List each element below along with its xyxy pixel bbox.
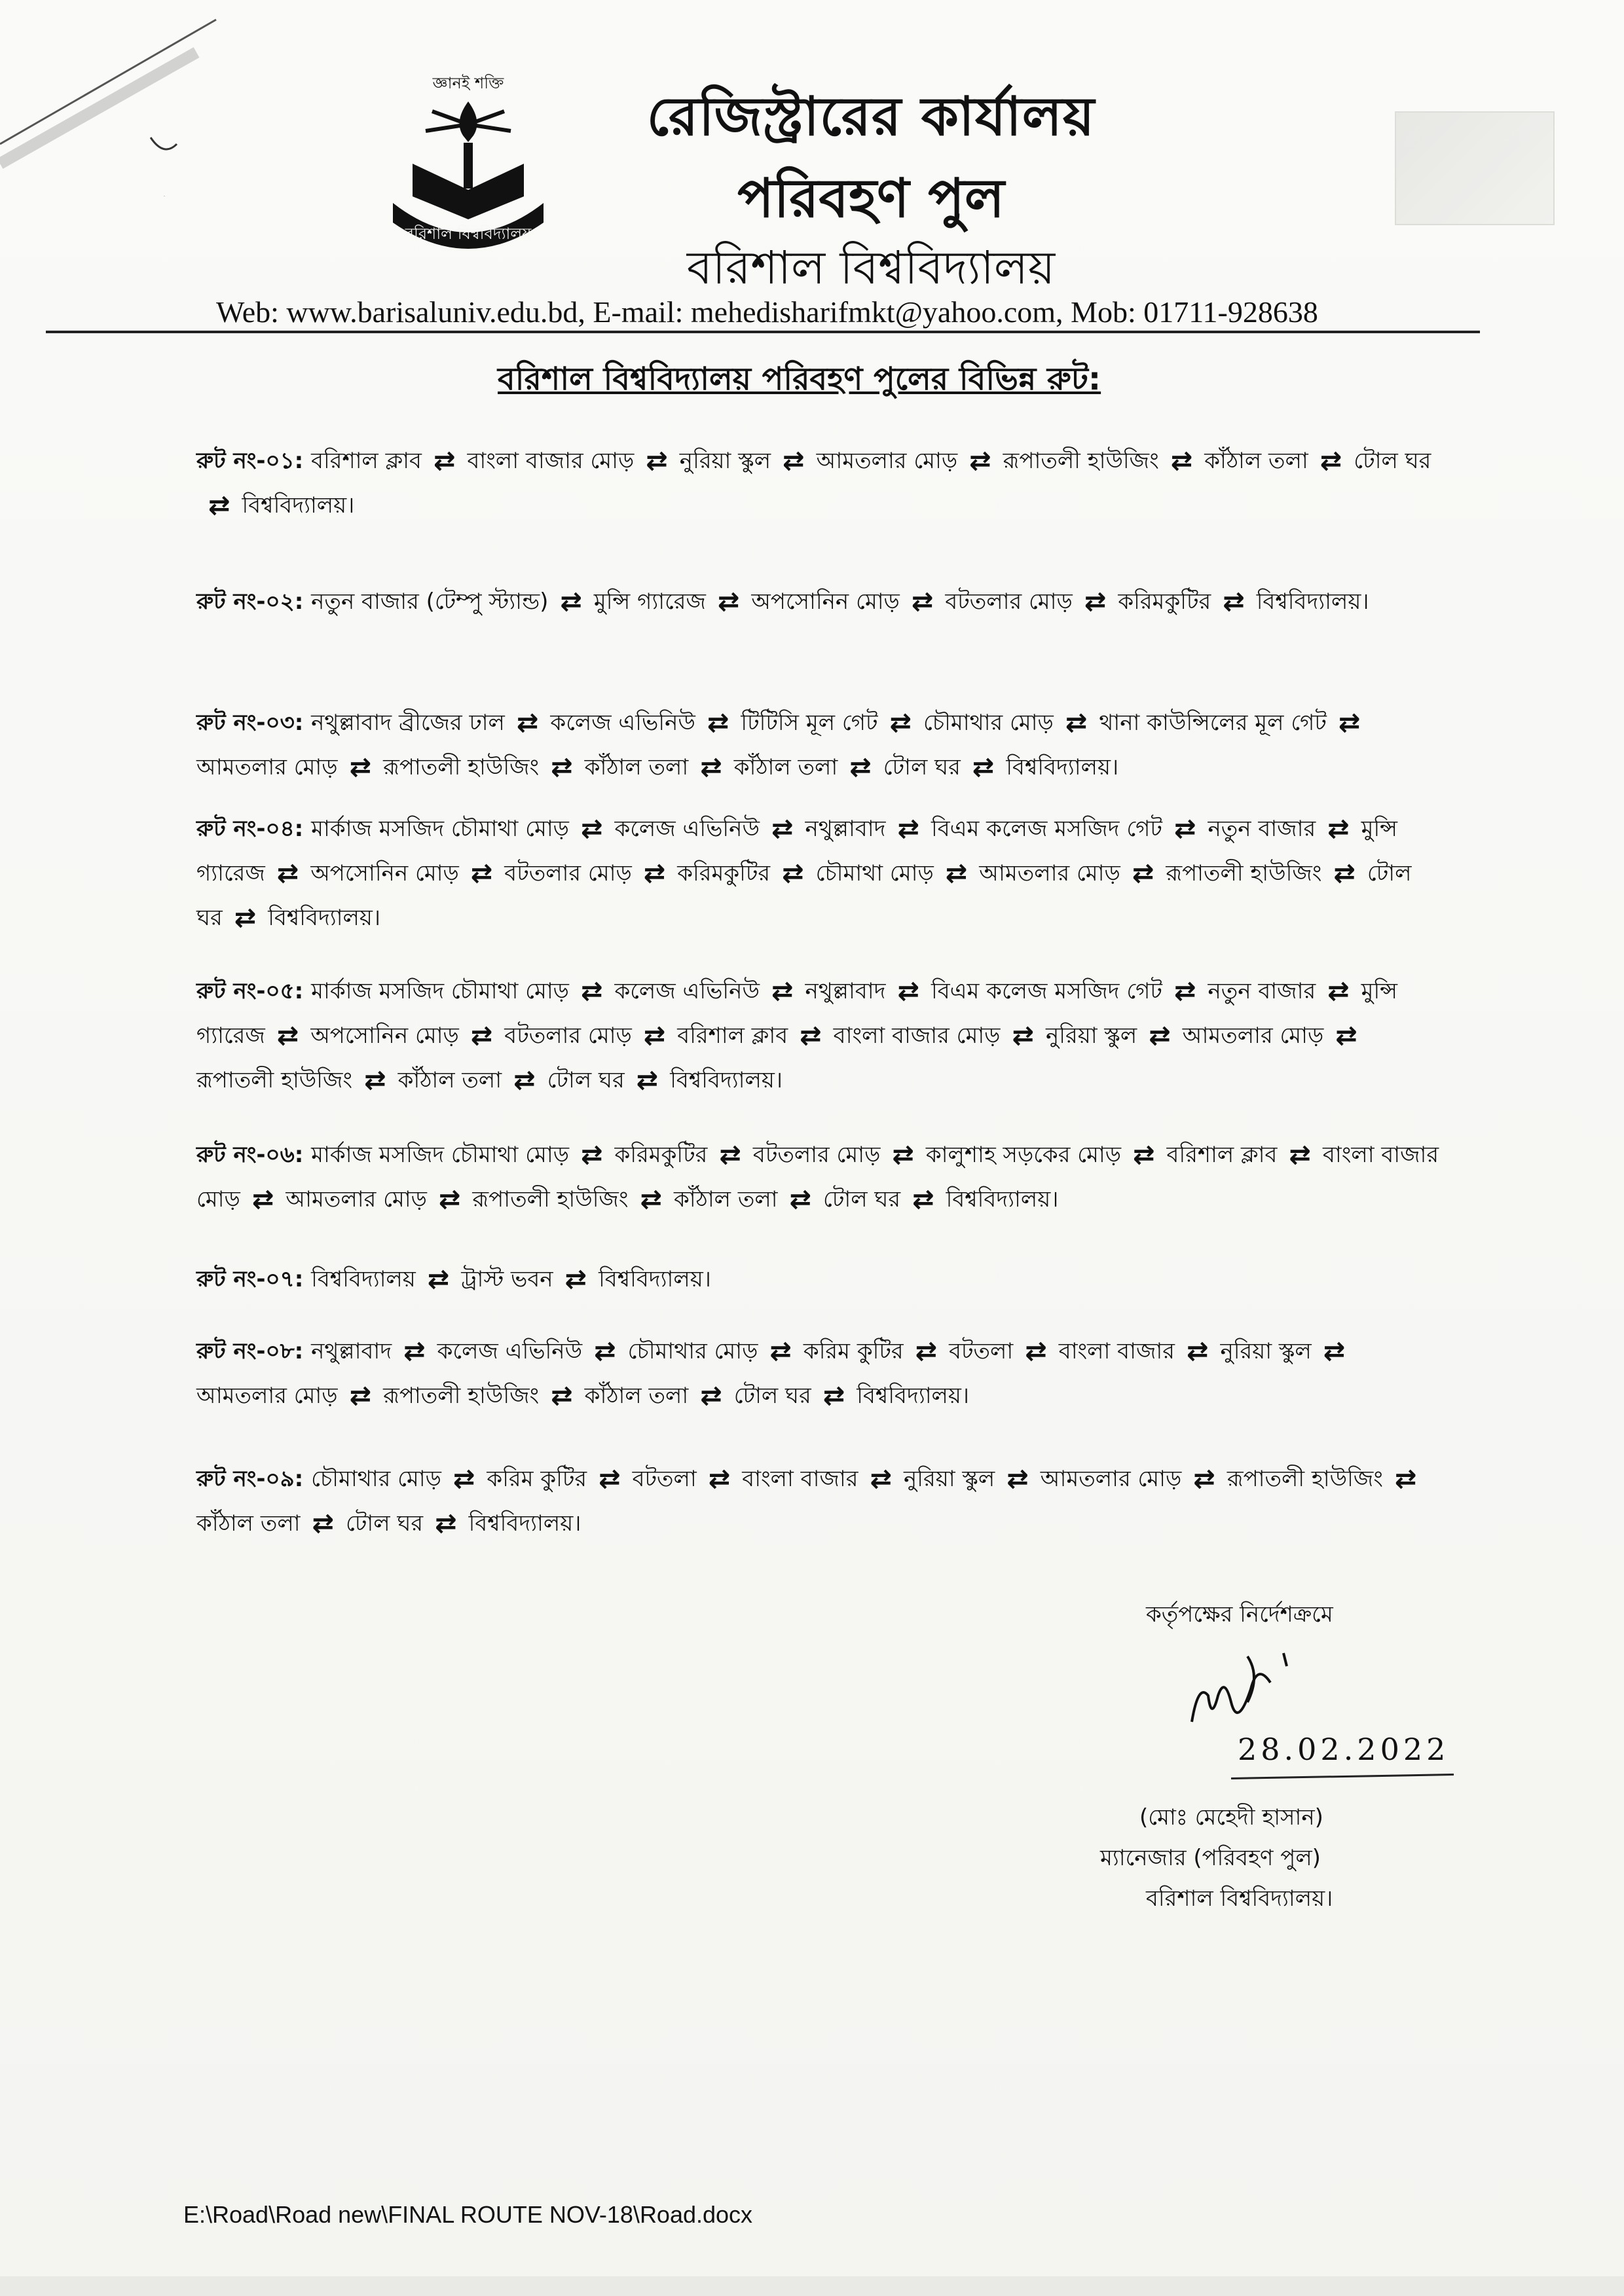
route-stop: করিম কুটির <box>487 1466 587 1492</box>
route-stop: মুন্সি গ্যারেজ <box>196 978 1398 1049</box>
bidirectional-arrow-icon: ⇄ <box>915 1336 938 1366</box>
route-stop: টিটিসি মূল গেট <box>741 710 878 736</box>
bidirectional-arrow-icon: ⇄ <box>717 587 740 617</box>
route-stop: বিশ্ববিদ্যালয়। <box>946 1186 1059 1212</box>
bidirectional-arrow-icon: ⇄ <box>349 1381 372 1411</box>
route-stop: বটতলা <box>949 1338 1014 1364</box>
bidirectional-arrow-icon: ⇄ <box>643 858 666 888</box>
bidirectional-arrow-icon: ⇄ <box>1327 814 1350 844</box>
route-label: রুট নং-০৩: <box>196 710 312 736</box>
bidirectional-arrow-icon: ⇄ <box>782 858 804 888</box>
route-stop: রূপাতলী হাউজিং <box>472 1186 629 1212</box>
route-stop: অপসোনিন মোড় <box>310 860 459 886</box>
bidirectional-arrow-icon: ⇄ <box>719 1140 741 1170</box>
bidirectional-arrow-icon: ⇄ <box>551 752 573 782</box>
route-stop: নুরিয়া স্কুল <box>679 448 771 474</box>
office-title: রেজিস্ট্রারের কার্যালয় <box>646 86 1096 148</box>
route-stop: ট্রাস্ট ভবন <box>461 1266 553 1292</box>
bidirectional-arrow-icon: ⇄ <box>403 1336 426 1366</box>
route-stop: কাঁঠাল তলা <box>1204 448 1308 474</box>
route-stop: মার্কাজ মসজিদ চৌমাথা মোড় <box>311 816 569 842</box>
route-stop: অপসোনিন মোড় <box>751 589 900 615</box>
bidirectional-arrow-icon: ⇄ <box>969 446 991 476</box>
bidirectional-arrow-icon: ⇄ <box>1173 976 1196 1006</box>
bidirectional-arrow-icon: ⇄ <box>822 1381 845 1411</box>
route-stop: বিশ্ববিদ্যালয়। <box>599 1266 711 1292</box>
route-stop: বিশ্ববিদ্যালয়। <box>468 1510 581 1537</box>
route-label: রুট নং-০৪: <box>196 816 312 842</box>
route-stop: বাংলা বাজার মোড় <box>833 1023 1001 1049</box>
route-stop: নতুন বাজার <box>1208 978 1316 1004</box>
bidirectional-arrow-icon: ⇄ <box>972 752 995 782</box>
signatory-designation: ম্যানেজার (পরিবহণ পুল) <box>1100 1845 1321 1871</box>
bidirectional-arrow-icon: ⇄ <box>1133 1140 1155 1170</box>
route-stop: বিশ্ববিদ্যালয়। <box>1256 589 1369 615</box>
bidirectional-arrow-icon: ⇄ <box>1338 708 1361 738</box>
route-stop: রূপাতলী হাউজিং <box>1227 1466 1383 1492</box>
route-stop: করিমকুটির <box>614 1142 708 1168</box>
faded-stamp <box>1395 111 1555 225</box>
bidirectional-arrow-icon: ⇄ <box>1012 1021 1034 1051</box>
route-stop: আমতলার মোড় <box>1040 1466 1182 1492</box>
signature-date: 28.02.2022 <box>1238 1732 1450 1767</box>
bidirectional-arrow-icon: ⇄ <box>364 1065 386 1095</box>
bidirectional-arrow-icon: ⇄ <box>870 1464 892 1494</box>
university-name: বরিশাল বিশ্ববিদ্যালয় <box>686 241 1056 295</box>
bidirectional-arrow-icon: ⇄ <box>892 1140 914 1170</box>
bidirectional-arrow-icon: ⇄ <box>708 1464 731 1494</box>
route-item <box>196 701 1441 790</box>
route-stop: নতুন বাজার <box>1208 816 1316 842</box>
bidirectional-arrow-icon: ⇄ <box>516 708 539 738</box>
route-stop: বাংলা বাজার মোড় <box>467 448 635 474</box>
bidirectional-arrow-icon: ⇄ <box>312 1508 335 1539</box>
route-stop: বিশ্ববিদ্যালয়। <box>670 1067 783 1093</box>
route-stop: অপসোনিন মোড় <box>310 1023 459 1049</box>
route-stop: কাঁঠাল তলা <box>584 1383 689 1409</box>
bidirectional-arrow-icon: ⇄ <box>783 446 805 476</box>
route-item <box>196 439 1441 528</box>
bidirectional-arrow-icon: ⇄ <box>427 1264 450 1294</box>
route-stop: কাঁঠাল তলা <box>196 1510 301 1537</box>
route-item <box>196 1133 1441 1222</box>
bidirectional-arrow-icon: ⇄ <box>1132 858 1154 888</box>
bidirectional-arrow-icon: ⇄ <box>897 976 919 1006</box>
route-label: রুট নং-০৯: <box>196 1466 312 1492</box>
route-item <box>196 1329 1441 1418</box>
route-stop: কলেজ এভিনিউ <box>437 1338 583 1364</box>
route-stop: নথুল্লাবাদ ব্রীজের ঢাল <box>311 710 505 736</box>
route-label: রুট নং-০৭: <box>196 1266 312 1292</box>
route-stop: বিশ্ববিদ্যালয় <box>311 1266 416 1292</box>
route-stop: আমতলার মোড় <box>816 448 958 474</box>
route-stop: রূপাতলী হাউজিং <box>1166 860 1322 886</box>
route-stop: নতুন বাজার (টেম্পু স্ট্যান্ড) <box>311 589 549 615</box>
route-label: রুট নং-০৫: <box>196 978 312 1004</box>
bidirectional-arrow-icon: ⇄ <box>643 1021 666 1051</box>
bidirectional-arrow-icon: ⇄ <box>433 446 456 476</box>
bidirectional-arrow-icon: ⇄ <box>849 752 872 782</box>
route-stop: বরিশাল ক্লাব <box>1166 1142 1278 1168</box>
route-stop: করিমকুটির <box>677 860 771 886</box>
route-item <box>196 969 1441 1102</box>
route-stop: কাঁঠাল তলা <box>584 754 689 780</box>
svg-text:বরিশাল বিশ্ববিদ্যালয়: বরিশাল বিশ্ববিদ্যালয় <box>405 225 532 243</box>
route-stop: চৌমাথা মোড় <box>815 860 934 886</box>
route-stop: নুরিয়া স্কুল <box>1220 1338 1312 1364</box>
route-stop: রূপাতলী হাউজিং <box>1003 448 1159 474</box>
bidirectional-arrow-icon: ⇄ <box>452 1464 475 1494</box>
route-stop: বিএম কলেজ মসজিদ গেট <box>931 816 1162 842</box>
bidirectional-arrow-icon: ⇄ <box>1006 1464 1029 1494</box>
bidirectional-arrow-icon: ⇄ <box>1223 587 1245 617</box>
route-stop: কলেজ এভিনিউ <box>550 710 695 736</box>
bidirectional-arrow-icon: ⇄ <box>1186 1336 1209 1366</box>
route-stop: টোল ঘর <box>346 1510 424 1537</box>
bidirectional-arrow-icon: ⇄ <box>234 903 257 933</box>
route-stop: বটতলার মোড় <box>945 589 1073 615</box>
route-stop: বিশ্ববিদ্যালয়। <box>268 905 381 931</box>
bidirectional-arrow-icon: ⇄ <box>208 490 231 520</box>
route-stop: মুন্সি গ্যারেজ <box>593 589 706 615</box>
route-stop: কাঁঠাল তলা <box>674 1186 778 1212</box>
bidirectional-arrow-icon: ⇄ <box>438 1184 461 1214</box>
route-stop: মার্কাজ মসজিদ চৌমাথা মোড় <box>311 1142 570 1168</box>
bidirectional-arrow-icon: ⇄ <box>640 1184 662 1214</box>
route-item <box>196 1457 1441 1546</box>
route-stop: নথুল্লাবাদ <box>311 1338 392 1364</box>
bidirectional-arrow-icon: ⇄ <box>789 1184 812 1214</box>
bidirectional-arrow-icon: ⇄ <box>700 1381 722 1411</box>
bidirectional-arrow-icon: ⇄ <box>1327 976 1350 1006</box>
route-stop: আমতলার মোড় <box>286 1186 427 1212</box>
route-stop: চৌমাথার মোড় <box>923 710 1054 736</box>
route-stop: বিএম কলেজ মসজিদ গেট <box>931 978 1162 1004</box>
bidirectional-arrow-icon: ⇄ <box>1084 587 1107 617</box>
route-stop: টোল ঘর <box>823 1186 901 1212</box>
bidirectional-arrow-icon: ⇄ <box>1065 708 1088 738</box>
route-stop: চৌমাথার মোড় <box>311 1466 441 1492</box>
route-stop: রূপাতলী হাউজিং <box>196 1067 353 1093</box>
scan-bottom-edge <box>0 2276 1624 2296</box>
route-stop: মার্কাজ মসজিদ চৌমাথা মোড় <box>311 978 569 1004</box>
bidirectional-arrow-icon: ⇄ <box>707 708 729 738</box>
route-stop: রূপাতলী হাউজিং <box>383 1383 540 1409</box>
route-stop: বাংলা বাজার মোড় <box>196 1142 1439 1212</box>
route-stop: করিমকুটির <box>1118 589 1211 615</box>
bidirectional-arrow-icon: ⇄ <box>636 1065 659 1095</box>
route-stop: নথুল্লাবাদ <box>805 978 886 1004</box>
bidirectional-arrow-icon: ⇄ <box>251 1184 274 1214</box>
bidirectional-arrow-icon: ⇄ <box>1149 1021 1171 1051</box>
route-stop: টোল ঘর <box>547 1067 625 1093</box>
office-subtitle: পরিবহণ পুল <box>737 168 1005 230</box>
route-stop: বটতলার মোড় <box>504 860 632 886</box>
bidirectional-arrow-icon: ⇄ <box>771 814 794 844</box>
route-stop: বাংলা বাজার <box>1058 1338 1175 1364</box>
route-stop: নথুল্লাবাদ <box>805 816 886 842</box>
bidirectional-arrow-icon: ⇄ <box>594 1336 616 1366</box>
route-stop: টোল ঘর <box>883 754 961 780</box>
university-logo <box>386 65 550 262</box>
bidirectional-arrow-icon: ⇄ <box>889 708 912 738</box>
route-stop: বরিশাল ক্লাব <box>311 448 422 474</box>
route-stop: বটতলার মোড় <box>504 1023 632 1049</box>
bidirectional-arrow-icon: ⇄ <box>1289 1140 1311 1170</box>
bidirectional-arrow-icon: ⇄ <box>1394 1464 1417 1494</box>
document-title: বরিশাল বিশ্ববিদ্যালয় পরিবহণ পুলের বিভিন্ন রুট: <box>498 361 1101 397</box>
route-stop: বরিশাল ক্লাব <box>677 1023 788 1049</box>
route-stop: বিশ্ববিদ্যালয়। <box>857 1383 970 1409</box>
bidirectional-arrow-icon: ⇄ <box>564 1264 587 1294</box>
route-stop: কাঁঠাল তলা <box>733 754 838 780</box>
route-stop: আমতলার মোড় <box>979 860 1120 886</box>
bidirectional-arrow-icon: ⇄ <box>580 976 603 1006</box>
route-stop: টোল ঘর <box>1354 448 1431 474</box>
route-stop: নুরিয়া স্কুল <box>903 1466 995 1492</box>
bidirectional-arrow-icon: ⇄ <box>470 1021 493 1051</box>
route-label: রুট নং-০৮: <box>196 1338 312 1364</box>
route-stop: কাঁঠাল তলা <box>397 1067 502 1093</box>
bidirectional-arrow-icon: ⇄ <box>897 814 919 844</box>
scan-corner-mark <box>0 0 282 196</box>
bidirectional-arrow-icon: ⇄ <box>349 752 372 782</box>
bidirectional-arrow-icon: ⇄ <box>800 1021 822 1051</box>
bidirectional-arrow-icon: ⇄ <box>1170 446 1193 476</box>
svg-text:জ্ঞানই শক্তি: জ্ঞানই শক্তি <box>432 74 504 92</box>
bidirectional-arrow-icon: ⇄ <box>700 752 722 782</box>
bidirectional-arrow-icon: ⇄ <box>1193 1464 1215 1494</box>
bidirectional-arrow-icon: ⇄ <box>551 1381 573 1411</box>
bidirectional-arrow-icon: ⇄ <box>581 1140 603 1170</box>
file-path-footer: E:\Road\Road new\FINAL ROUTE NOV-18\Road.docx <box>183 2201 753 2228</box>
bidirectional-arrow-icon: ⇄ <box>435 1508 457 1539</box>
route-item <box>196 1257 1441 1302</box>
bidirectional-arrow-icon: ⇄ <box>276 1021 299 1051</box>
handwritten-signature <box>1185 1643 1342 1741</box>
route-item <box>196 807 1441 940</box>
bidirectional-arrow-icon: ⇄ <box>560 587 582 617</box>
route-label: রুট নং-০১: <box>196 448 312 474</box>
route-stop: নুরিয়া স্কুল <box>1045 1023 1137 1049</box>
route-stop: টোল ঘর <box>733 1383 811 1409</box>
bidirectional-arrow-icon: ⇄ <box>1173 814 1196 844</box>
route-stop: কালুশাহ সড়কের মোড় <box>925 1142 1122 1168</box>
bidirectional-arrow-icon: ⇄ <box>470 858 493 888</box>
bidirectional-arrow-icon: ⇄ <box>599 1464 621 1494</box>
route-stop: বটতলার মোড় <box>752 1142 881 1168</box>
route-label: রুট নং-০৬: <box>196 1142 312 1168</box>
bidirectional-arrow-icon: ⇄ <box>769 1336 792 1366</box>
route-stop: বটতলা <box>632 1466 697 1492</box>
route-stop: চৌমাথার মোড় <box>627 1338 758 1364</box>
bidirectional-arrow-icon: ⇄ <box>1323 1336 1346 1366</box>
bidirectional-arrow-icon: ⇄ <box>945 858 968 888</box>
bidirectional-arrow-icon: ⇄ <box>276 858 299 888</box>
bidirectional-arrow-icon: ⇄ <box>1025 1336 1047 1366</box>
bidirectional-arrow-icon: ⇄ <box>580 814 603 844</box>
signatory-university: বরিশাল বিশ্ববিদ্যালয়। <box>1146 1886 1333 1912</box>
contact-line: Web: www.barisaluniv.edu.bd, E-mail: mehedisharifmkt@yahoo.com, Mob: 01711-928638 <box>216 295 1318 329</box>
bidirectional-arrow-icon: ⇄ <box>912 1184 934 1214</box>
route-stop: করিম কুটির <box>803 1338 904 1364</box>
signatory-name: (মোঃ মেহেদী হাসান) <box>1139 1804 1323 1831</box>
route-stop: বিশ্ববিদ্যালয়। <box>242 492 355 519</box>
route-stop: বাংলা বাজার <box>742 1466 858 1492</box>
route-stop: থানা কাউন্সিলের মূল গেট <box>1099 710 1327 736</box>
route-stop: আমতলার মোড় <box>196 1383 338 1409</box>
bidirectional-arrow-icon: ⇄ <box>771 976 794 1006</box>
bidirectional-arrow-icon: ⇄ <box>1335 1021 1357 1051</box>
route-stop: রূপাতলী হাউজিং <box>383 754 540 780</box>
route-label: রুট নং-০২: <box>196 589 312 615</box>
bidirectional-arrow-icon: ⇄ <box>911 587 934 617</box>
bidirectional-arrow-icon: ⇄ <box>1333 858 1356 888</box>
route-stop: বিশ্ববিদ্যালয়। <box>1006 754 1119 780</box>
header-divider <box>46 331 1480 333</box>
route-stop: কলেজ এভিনিউ <box>614 978 760 1004</box>
route-stop: মুন্সি গ্যারেজ <box>196 816 1398 886</box>
route-stop: আমতলার মোড় <box>1182 1023 1324 1049</box>
authority-order: কর্তৃপক্ষের নির্দেশক্রমে <box>1146 1601 1333 1628</box>
route-stop: টোল ঘর <box>196 860 1412 931</box>
bidirectional-arrow-icon: ⇄ <box>1320 446 1342 476</box>
route-stop: আমতলার মোড় <box>196 754 338 780</box>
bidirectional-arrow-icon: ⇄ <box>646 446 668 476</box>
route-item <box>196 579 1441 624</box>
route-stop: কলেজ এভিনিউ <box>614 816 760 842</box>
bidirectional-arrow-icon: ⇄ <box>513 1065 536 1095</box>
